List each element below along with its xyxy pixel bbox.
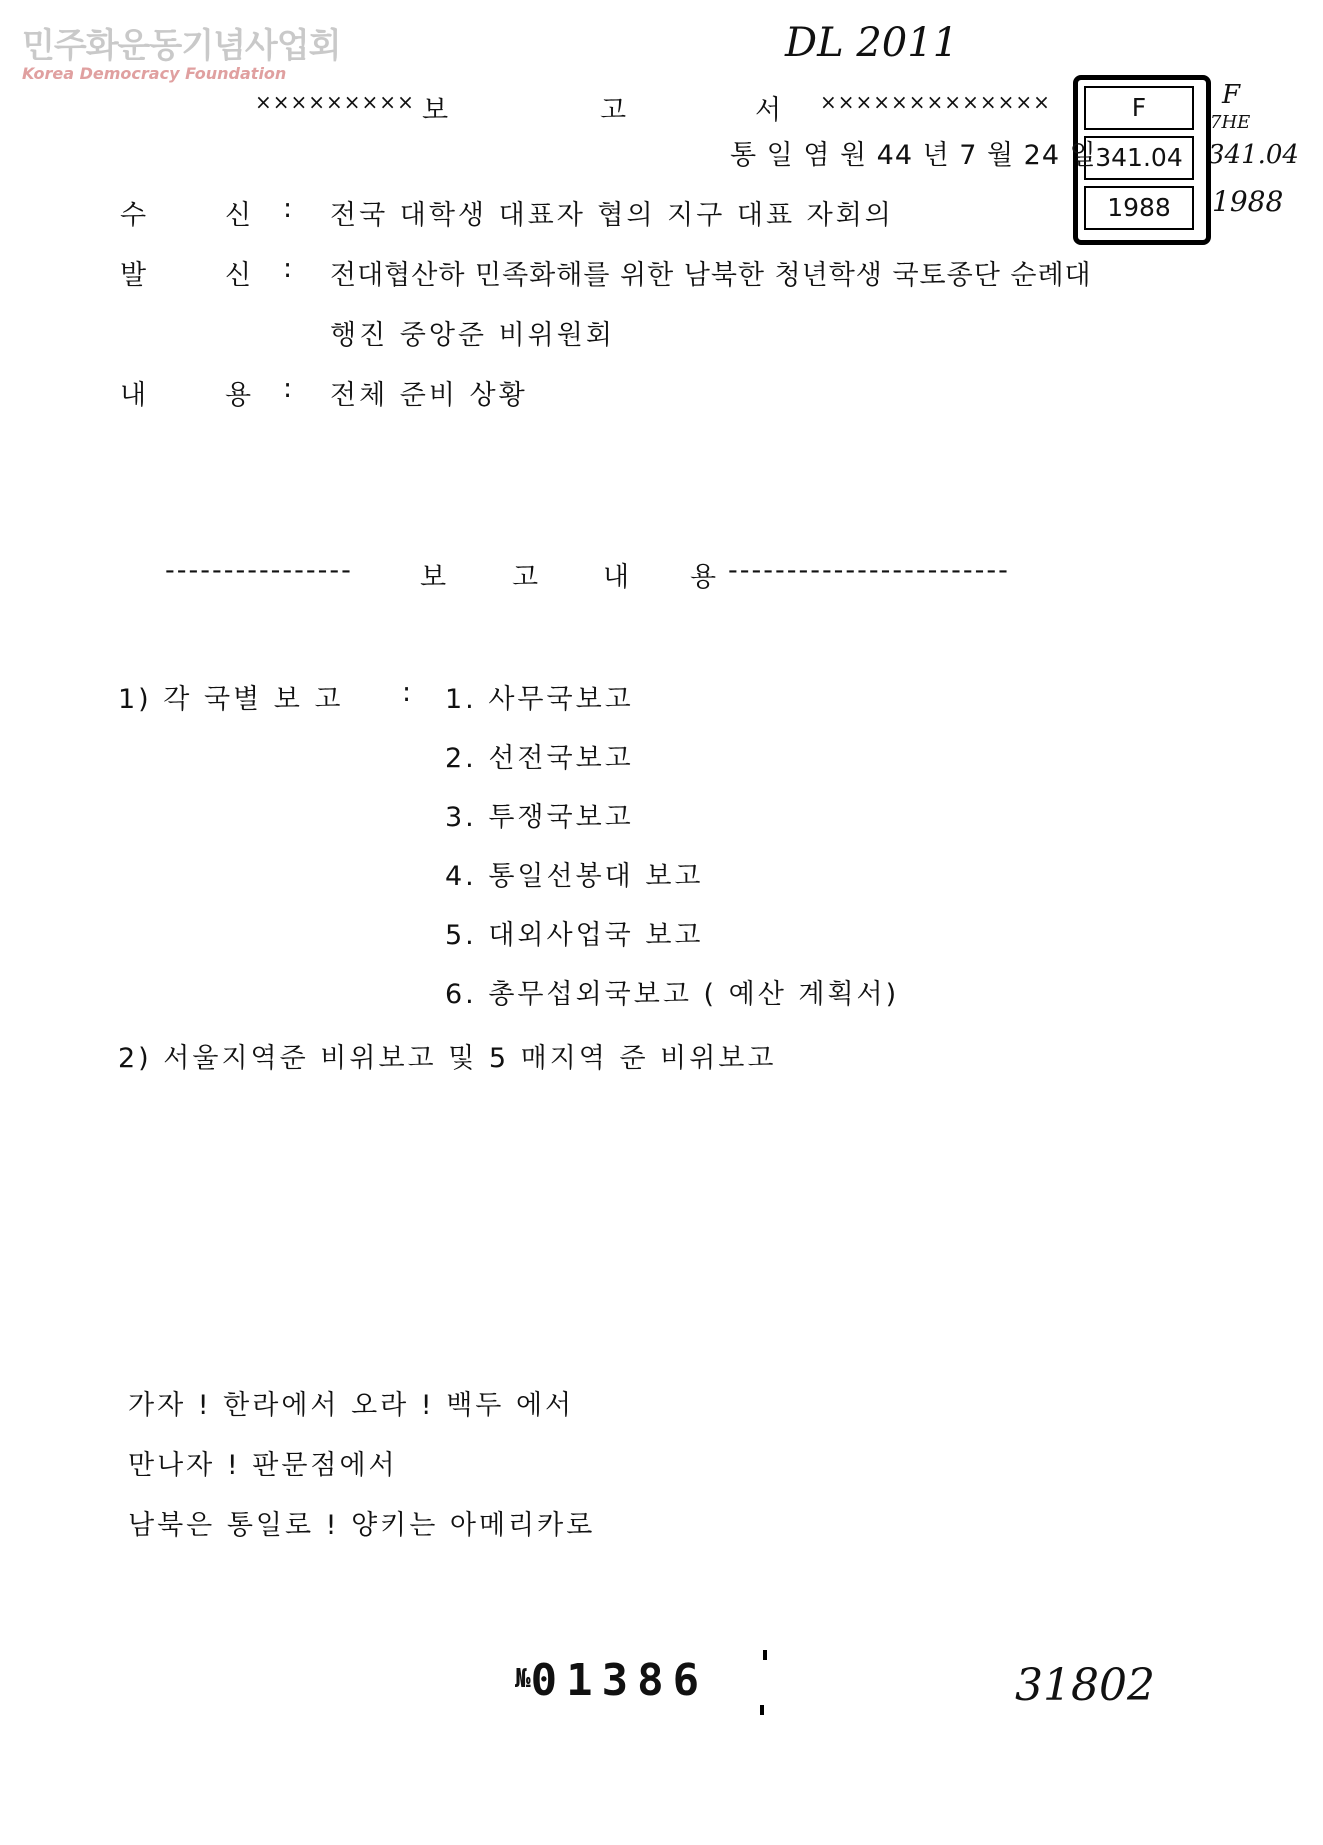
watermark-korean: 민주화운동기념사업회 bbox=[22, 26, 341, 66]
content-value: 전체 준비 상황 bbox=[330, 380, 528, 411]
from-value-line2: 행진 중앙준 비위원회 bbox=[330, 320, 615, 351]
section-heading-2: 고 bbox=[512, 562, 542, 593]
report-subitem: 4. 통일선봉대 보고 bbox=[445, 861, 704, 892]
slogan-line: 남북은 통일로 ! 양키는 아메리카로 bbox=[128, 1510, 596, 1541]
section-heading-3: 내 bbox=[603, 562, 633, 593]
from-label-1: 발 bbox=[120, 260, 150, 291]
report-item1-colon: : bbox=[402, 677, 415, 708]
handwritten-margin-code-2: 7HE bbox=[1210, 112, 1251, 133]
ink-speck bbox=[763, 1650, 767, 1660]
slogan-line: 가자 ! 한라에서 오라 ! 백두 에서 bbox=[128, 1390, 575, 1421]
serial-number bbox=[515, 1655, 708, 1706]
report-subitem: 1. 사무국보고 bbox=[445, 684, 634, 715]
content-colon: : bbox=[283, 373, 296, 404]
header-x-left: ××××××××× bbox=[255, 90, 415, 114]
report-subitem: 5. 대외사업국 보고 bbox=[445, 920, 704, 951]
serial-digits: 01386 bbox=[530, 1655, 709, 1706]
from-label-2: 신 bbox=[225, 260, 255, 291]
stamp-row-code: 341.04 bbox=[1084, 136, 1194, 180]
section-dashes-left: ---------------- bbox=[165, 555, 353, 586]
to-label-2: 신 bbox=[225, 200, 255, 231]
report-item1-label: 1) 각 국별 보 고 bbox=[118, 684, 344, 715]
to-label-1: 수 bbox=[120, 200, 150, 231]
header-title-1: 보 bbox=[422, 95, 452, 126]
handwritten-bottom-number: 31802 bbox=[1015, 1660, 1155, 1711]
report-subitem: 3. 투쟁국보고 bbox=[445, 802, 634, 833]
section-heading-1: 보 bbox=[420, 562, 450, 593]
report-subitem: 2. 선전국보고 bbox=[445, 743, 634, 774]
handwritten-margin-code-1: F bbox=[1222, 80, 1241, 110]
serial-prefix: № bbox=[515, 1664, 531, 1694]
slogan-line: 만나자 ! 판문점에서 bbox=[128, 1450, 398, 1481]
handwritten-margin-code-3: 341.04 bbox=[1208, 140, 1299, 170]
handwritten-margin-code-4: 1988 bbox=[1212, 185, 1284, 218]
stamp-row-year: 1988 bbox=[1084, 186, 1194, 230]
header-title-2: 고 bbox=[600, 95, 630, 126]
to-value: 전국 대학생 대표자 협의 지구 대표 자회의 bbox=[330, 200, 894, 231]
header-x-right: ××××××××××××× bbox=[820, 90, 1051, 114]
content-label-1: 내 bbox=[120, 380, 150, 411]
to-colon: : bbox=[283, 193, 296, 224]
ink-speck bbox=[760, 1705, 764, 1715]
content-label-2: 용 bbox=[225, 380, 255, 411]
report-item2: 2) 서울지역준 비위보고 및 5 매지역 준 비위보고 bbox=[118, 1043, 777, 1074]
section-heading-4: 용 bbox=[690, 562, 720, 593]
watermark-english: Korea Democracy Foundation bbox=[22, 64, 287, 83]
handwritten-top-code: DL 2011 bbox=[785, 20, 959, 66]
from-value-line1: 전대협산하 민족화해를 위한 남북한 청년학생 국토종단 순례대 bbox=[330, 260, 1092, 291]
report-subitem: 6. 총무섭외국보고 ( 예산 계획서) bbox=[445, 979, 900, 1010]
header-date: 통 일 염 원 44 년 7 월 24 일 bbox=[730, 140, 1097, 171]
header-title-3: 서 bbox=[755, 95, 785, 126]
section-dashes-right: ------------------------ bbox=[728, 555, 1010, 586]
from-colon: : bbox=[283, 253, 296, 284]
stamp-row-category: F bbox=[1084, 86, 1194, 130]
